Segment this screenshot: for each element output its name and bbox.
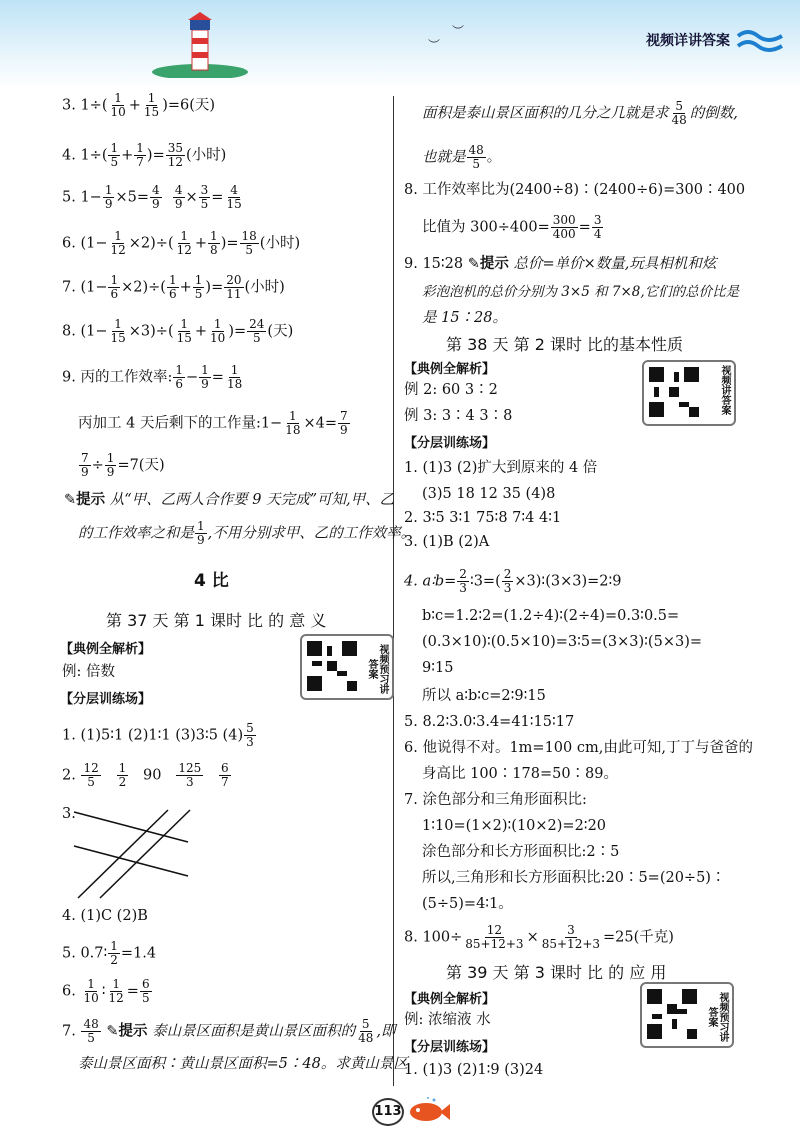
practice-38-2: 2. 3∶5 3∶1 75∶8 7∶4 4∶1 (404, 510, 562, 526)
denominator: 10 (210, 331, 226, 345)
numerator: 48 (468, 143, 484, 157)
fraction (551, 214, 578, 241)
answer-r8: 8. 工作效率比为(2400÷8)∶(2400÷6)=300∶400 (404, 182, 746, 198)
fraction (244, 722, 256, 749)
fraction (224, 274, 243, 301)
denominator: 5 (87, 1031, 95, 1045)
numerator: 1 (175, 363, 183, 377)
numerator: 5 (675, 99, 683, 113)
denominator: 4 (593, 227, 602, 241)
numerator: 6 (221, 761, 229, 775)
fraction (166, 142, 185, 169)
denominator: 15 (110, 331, 126, 345)
qr-code-39[interactable]: 视频预习讲答案 (640, 982, 734, 1048)
parallel-lines-diagram (68, 806, 198, 902)
practice-2: 2. $\frac{12}{5}$ $\frac{1}{2}$ 90 $\frac{125}{3}$ $\frac{6}{7}$ (62, 761, 229, 789)
fraction (108, 940, 120, 967)
numerator: 1 (87, 977, 95, 991)
fraction (670, 100, 689, 127)
practice-38-4: 4. a∶b= $\frac{2}{3}$ ∶3=( $\frac{2}{3}$ ×3)∶(3×3)=2∶9 (404, 567, 622, 595)
denominator: 3 (185, 775, 194, 789)
practice-7: 7. $\frac{48}{5}$ ✎提示 泰山景区面积是黄山景区面积的 $\frac{5}{48}$ ,即 (62, 1017, 396, 1045)
denominator: 3 (503, 581, 512, 595)
numerator: 1 (106, 451, 115, 465)
practice-4: 4. (1)C (2)B (62, 908, 148, 924)
bird-icon: ︶ (452, 24, 465, 38)
practice-38-6b: 身高比 100∶178=50∶89。 (422, 766, 619, 782)
fraction (208, 318, 227, 345)
fraction (81, 762, 100, 789)
denominator: 2 (110, 953, 118, 967)
practice-39-1: 1. (1)3 (2)1∶9 (3)24 (404, 1062, 544, 1078)
denominator: 3 (459, 581, 467, 595)
numerator: 2 (459, 567, 467, 581)
denominator: 6 (110, 287, 119, 301)
numerator: 12 (486, 923, 503, 937)
fraction (283, 410, 302, 437)
fraction (502, 568, 514, 595)
denominator: 9 (174, 197, 183, 211)
fraction (463, 924, 525, 951)
example-answer: 例: 倍数 (62, 664, 115, 680)
numerator: 48 (83, 1017, 99, 1031)
example-2: 例 2: 60 3∶2 (404, 382, 498, 398)
numerator: 1 (210, 229, 218, 243)
fraction (173, 364, 185, 391)
denominator: 5 (472, 157, 480, 171)
fraction (199, 364, 211, 391)
answer-6: 6. (1− $\frac{1}{12}$ ×2)÷( $\frac{1}{12}$ + $\frac{1}{8}$ )= $\frac{18}{5}$ (小时) (62, 229, 301, 257)
answer-9-line3: $\frac{7}{9}$ ÷ $\frac{1}{9}$ =7(天) (81, 451, 165, 479)
practice-38-6: 6. 他说得不对。1m=100 cm,由此可知,丁丁与爸爸的 (404, 740, 753, 756)
numerator: 6 (141, 977, 150, 991)
practice-7-cont2: 也就是 $\frac{48}{5}$ 。 (422, 143, 502, 171)
denominator: 9 (81, 465, 89, 479)
denominator: 9 (340, 423, 348, 437)
denominator: 5 (87, 775, 95, 789)
numerator: 3 (567, 923, 575, 937)
practice-38-5: 5. 8.2∶3.0∶3.4=41∶15∶17 (404, 714, 575, 730)
denominator: 10 (83, 991, 99, 1005)
qr-code-38[interactable]: 视频讲答案 (642, 360, 736, 426)
answer-9: 9. 丙的工作效率: $\frac{1}{6}$ − $\frac{1}{9}$ = $\frac{1}{18}$ (62, 363, 243, 391)
bird-icon: ︶ (428, 38, 441, 52)
numerator: 4 (174, 183, 183, 197)
practice-5: 5. 0.7∶ $\frac{1}{2}$ =1.4 (62, 939, 157, 967)
denominator: 15 (226, 197, 242, 211)
denominator: 15 (176, 331, 192, 345)
practice-38-1b: (3)5 18 12 35 (4)8 (422, 486, 556, 502)
practice-7-line2: 泰山景区面积∶黄山景区面积=5∶48。求黄山景区 (78, 1056, 408, 1072)
denominator: 11 (226, 287, 242, 301)
numerator: 24 (249, 317, 265, 331)
fraction (247, 318, 266, 345)
numerator: 3 (200, 183, 209, 197)
denominator: 12 (167, 155, 184, 169)
section-practice: 【分层训练场】 (60, 692, 152, 707)
numerator: 1 (112, 977, 120, 991)
fraction (592, 214, 604, 241)
denominator: 9 (104, 197, 113, 211)
practice-38-1: 1. (1)3 (2)扩大到原来的 4 倍 (404, 460, 598, 476)
answer-r8-line2: 比值为 300÷400= $\frac{300}{400}$ = $\frac{3}{4}$ (422, 213, 602, 241)
numerator: 1 (201, 363, 209, 377)
answer-3: 3. 1÷( $\frac{1}{10}$ + $\frac{1}{15}$ )=6(天) (62, 91, 216, 119)
numerator: 1 (180, 317, 189, 331)
fraction (467, 144, 486, 171)
denominator: 7 (136, 155, 144, 169)
hint-icon: ✎ (106, 1023, 119, 1040)
practice-38-4-d: 9∶15 (422, 660, 454, 676)
denominator: 7 (221, 775, 229, 789)
denominator: 12 (108, 991, 124, 1005)
lesson-38-title: 第 38 天 第 2 课时 比的基本性质 (446, 335, 684, 354)
denominator: 12 (176, 243, 192, 257)
numerator: 1 (194, 273, 203, 287)
practice-38-3: 3. (1)B (2)A (404, 534, 490, 550)
fraction (457, 568, 469, 595)
fraction (338, 410, 350, 437)
lighthouse-icon (150, 12, 250, 78)
numerator: 1 (110, 273, 119, 287)
answer-r9: 9. 15∶28 ✎提示 总价=单价×数量,玩具相机和炫 (404, 256, 717, 272)
fraction (81, 978, 100, 1005)
fraction (108, 92, 127, 119)
numerator: 2 (503, 567, 512, 581)
denominator: 18 (285, 423, 301, 437)
denominator: 5 (194, 287, 203, 301)
answer-9-line2: 丙加工 4 天后剩下的工作量:1− $\frac{1}{18}$ ×4= $\frac{7}{9}$ (78, 409, 348, 437)
denominator: 5 (245, 243, 253, 257)
denominator: 5 (252, 331, 261, 345)
fraction (140, 978, 152, 1005)
numerator: 18 (241, 229, 257, 243)
fraction (108, 274, 120, 301)
fraction (240, 230, 259, 257)
numerator: 35 (167, 141, 184, 155)
section-practice-39: 【分层训练场】 (404, 1040, 496, 1055)
fraction (108, 318, 127, 345)
practice-7-cont: 面积是泰山景区面积的几分之几就是求 $\frac{5}{48}$ 的倒数, (422, 99, 738, 127)
fraction (225, 364, 244, 391)
fraction (175, 230, 194, 257)
numerator: 1 (104, 183, 113, 197)
fraction (208, 230, 220, 257)
practice-38-7c: 涂色部分和长方形面积比:2∶5 (422, 844, 620, 860)
fraction (81, 1018, 100, 1045)
numerator: 4 (230, 183, 238, 197)
denominator: 5 (141, 991, 150, 1005)
fraction (103, 184, 115, 211)
numerator: 300 (552, 213, 576, 227)
numerator: 5 (246, 721, 254, 735)
numerator: 1 (136, 141, 144, 155)
denominator: 85+12+3 (541, 937, 601, 951)
practice-38-7b: 1∶10=(1×2)∶(10×2)=2∶20 (422, 818, 607, 834)
practice-38-4-c: (0.3×10)∶(0.5×10)=3∶5=(3×3)∶(5×3)= (422, 634, 702, 650)
denominator: 9 (197, 533, 205, 547)
numerator: 12 (83, 761, 99, 775)
numerator: 1 (180, 229, 189, 243)
numerator: 1 (114, 317, 122, 331)
fraction (105, 452, 117, 479)
denominator: 9 (201, 377, 209, 391)
denominator: 9 (106, 465, 115, 479)
numerator: 5 (361, 1017, 370, 1031)
numerator: 125 (178, 761, 202, 775)
practice-38-7: 7. 涂色部分和三角形面积比: (404, 792, 587, 808)
denominator: 9 (152, 197, 160, 211)
fraction (176, 762, 203, 789)
denominator: 5 (200, 197, 209, 211)
lesson-39-title: 第 39 天 第 3 课时 比 的 应 用 (446, 963, 667, 982)
denominator: 6 (175, 377, 183, 391)
wave-logo-icon (736, 26, 784, 54)
practice-6: 6. $\frac{1}{10}$ ∶ $\frac{1}{12}$ = $\frac{6}{5}$ (62, 977, 150, 1005)
numerator: 1 (114, 229, 122, 243)
numerator: 1 (118, 761, 127, 775)
denominator: 8 (210, 243, 218, 257)
practice-38-4-e: 所以 a∶b∶c=2∶9∶15 (422, 688, 546, 704)
fraction (199, 184, 211, 211)
denominator: 400 (552, 227, 576, 241)
answer-7: 7. (1− $\frac{1}{6}$ ×2)÷( $\frac{1}{6}$ + $\frac{1}{5}$ )= $\frac{20}{11}$ (小时) (62, 273, 285, 301)
qr-code-icon (649, 367, 699, 417)
practice-38-4-b: b∶c=1.2∶2=(1.2÷4)∶(2÷4)=0.3∶0.5= (422, 608, 680, 624)
denominator: 3 (246, 735, 254, 749)
denominator: 10 (110, 105, 126, 119)
numerator: 1 (147, 91, 156, 105)
qr-code-icon (647, 989, 697, 1039)
fraction (108, 142, 120, 169)
denominator: 5 (110, 155, 119, 169)
numerator: 20 (226, 273, 242, 287)
practice-3: 3. (62, 806, 76, 822)
practice-38-8: 8. 100÷ $\frac{12}{85+12+3}$ × $\frac{3}{85+12+3}$ =25(千克) (404, 923, 674, 951)
denominator: 48 (671, 113, 687, 127)
fraction (540, 924, 602, 951)
numerator: 1 (213, 317, 222, 331)
fraction (195, 520, 207, 547)
numerator: 1 (230, 363, 239, 377)
fraction (193, 274, 205, 301)
lesson-37-title: 第 37 天 第 1 课时 比 的 意 义 (106, 611, 327, 630)
example-39: 例: 浓缩液 水 (404, 1012, 491, 1028)
fraction (175, 318, 194, 345)
numerator: 1 (110, 939, 118, 953)
fish-icon (404, 1096, 450, 1124)
answer-8: 8. (1− $\frac{1}{15}$ ×3)÷( $\frac{1}{15}$ + $\frac{1}{10}$ )= $\frac{24}{5}$ (天) (62, 317, 294, 345)
numerator: 1 (110, 141, 119, 155)
tip-line2: 的工作效率之和是 $\frac{1}{9}$ ,不用分别求甲、乙的工作效率。 (78, 519, 416, 547)
numerator: 3 (593, 213, 602, 227)
practice-38-7e: (5÷5)=4∶1。 (422, 896, 513, 912)
fraction (142, 92, 161, 119)
denominator: 85+12+3 (465, 937, 524, 951)
qr-code-icon (307, 641, 357, 691)
section-example: 【典例全解析】 (60, 642, 152, 657)
answer-r9-line3: 是 15∶28。 (422, 310, 508, 326)
numerator: 1 (289, 409, 297, 423)
answer-4: 4. 1÷( $\frac{1}{5}$ + $\frac{1}{7}$ )= $\frac{35}{12}$ (小时) (62, 141, 227, 169)
fraction (173, 184, 185, 211)
fraction (134, 142, 146, 169)
hint-icon: ✎ (64, 492, 77, 508)
answer-r9-line2: 彩泡泡机的总价分别为 3×5 和 7×8,它们的总价比是 (422, 284, 740, 300)
example-3: 例 3: 3∶4 3∶8 (404, 408, 513, 424)
denominator: 12 (110, 243, 126, 257)
numerator: 1 (168, 273, 177, 287)
fraction (224, 184, 243, 211)
practice-38-7d: 所以,三角形和长方形面积比:20∶5=(20÷5)∶ (422, 870, 726, 886)
fraction (356, 1018, 375, 1045)
fraction (79, 452, 91, 479)
fraction (219, 762, 231, 789)
numerator: 1 (197, 519, 205, 533)
section-practice-38: 【分层训练场】 (404, 436, 496, 451)
answer-badge: 视频详讲答案 (646, 33, 730, 49)
denominator: 18 (226, 377, 243, 391)
denominator: 48 (358, 1031, 374, 1045)
fraction (150, 184, 162, 211)
fraction (117, 762, 129, 789)
denominator: 2 (118, 775, 127, 789)
tip-line1: ✎提示 从“甲、乙两人合作要 9 天完成”可知,甲、乙 (64, 492, 395, 508)
chapter-title: 4 比 (194, 571, 229, 591)
page-number: 113 (372, 1098, 404, 1126)
numerator: 4 (152, 183, 160, 197)
fraction (167, 274, 179, 301)
numerator: 1 (114, 91, 122, 105)
denominator: 6 (168, 287, 177, 301)
column-divider (393, 96, 394, 1086)
page-header (0, 0, 800, 88)
fraction (107, 978, 126, 1005)
answer-5: 5. 1− $\frac{1}{9}$ ×5= $\frac{4}{9}$ $\frac{4}{9}$ × $\frac{3}{5}$ = $\frac{4}{15}$ (62, 183, 242, 211)
section-example-39: 【典例全解析】 (404, 992, 496, 1007)
numerator: 7 (340, 409, 348, 423)
qr-code-37[interactable]: 视频预习讲答案 (300, 634, 394, 700)
fraction (108, 230, 127, 257)
hint-icon: ✎ (467, 256, 480, 272)
numerator: 7 (81, 451, 89, 465)
denominator: 15 (143, 105, 160, 119)
section-example-38: 【典例全解析】 (404, 362, 496, 377)
practice-1: 1. (1)5∶1 (2)1∶1 (3)3∶5 (4) $\frac{5}{3}$ (62, 721, 254, 749)
